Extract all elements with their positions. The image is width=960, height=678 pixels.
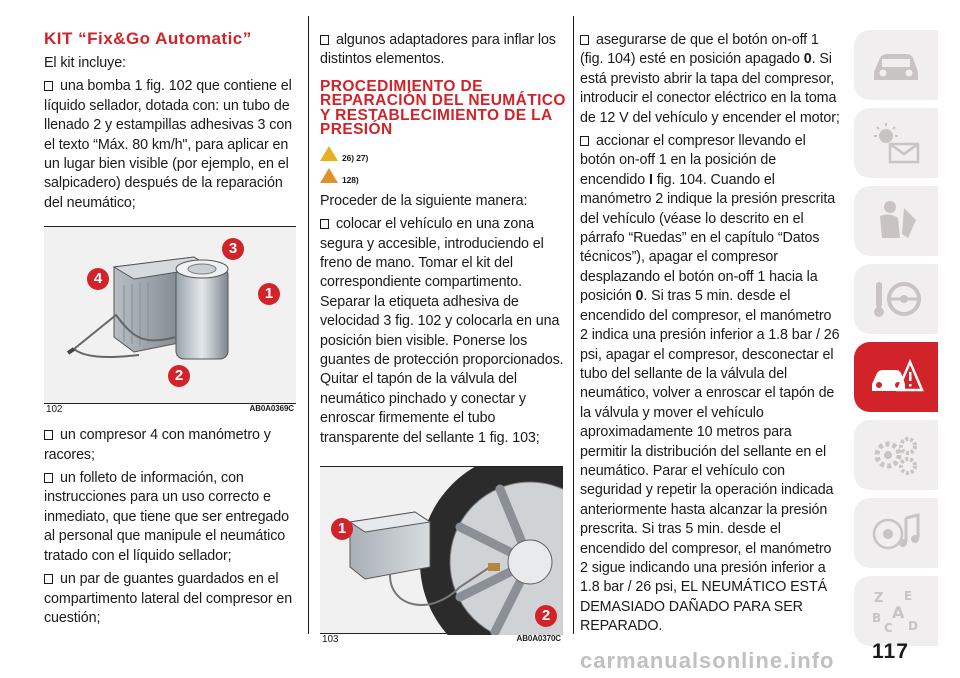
warning-reference: 26) 27) [320,146,570,166]
kit-intro: El kit incluye: [44,55,126,71]
svg-text:Z: Z [874,591,884,606]
caution-triangle-icon [320,168,338,183]
kit-title: KIT “Fix&Go Automatic” [44,29,252,48]
sidebar-item-driving[interactable] [854,264,938,334]
maintenance-gears-icon [868,432,924,478]
checkbox-bullet-icon [320,35,329,45]
svg-text:D: D [908,619,918,633]
alphabetical-index-icon [868,588,924,634]
column-1 [44,0,296,628]
svg-text:A: A [892,603,905,622]
checkbox-bullet-icon [580,136,589,146]
figure-number: 102 [46,403,63,415]
callout-2: 2 [535,605,557,627]
sidebar-item-emergency[interactable] [854,342,938,412]
sidebar-item-maintenance[interactable] [854,420,938,490]
list-item: un compresor 4 con manómetro y racores; [44,427,271,463]
figure-code: AB0A0369C [249,403,294,413]
steering-key-icon [868,276,924,322]
checkbox-bullet-icon [580,35,589,45]
column-3 [580,0,840,637]
sidebar-item-index[interactable] [854,576,938,646]
column-divider [573,16,574,634]
emergency-car-icon [868,354,924,400]
warning-triangle-icon [320,146,338,161]
figure-code: AB0A0370C [516,633,561,643]
checkbox-bullet-icon [44,473,53,483]
figure-number: 103 [322,633,339,645]
list-item: un folleto de información, con instrucciones para un uso correcto e inmediato, que tiene que ser entregado al personal que manipule el neumático tratado con el líquido sellador; [44,470,289,564]
figure-103 [320,466,563,645]
sidebar-item-multimedia[interactable] [854,498,938,568]
callout-3: 3 [222,238,244,260]
safety-seat-icon [868,198,924,244]
checkbox-bullet-icon [320,219,329,229]
watermark: carmanualsonline.info [580,648,835,673]
figure-102 [44,226,296,415]
procedure-lead: Proceder de la siguiente manera: [320,192,528,209]
page-number: 117 [872,640,909,663]
svg-text:C: C [884,621,893,634]
warning-lights-icon [868,120,924,166]
column-divider [308,16,309,634]
callout-4: 4 [87,268,109,290]
multimedia-music-icon [868,510,924,556]
list-item: algunos adaptadores para inflar los distintos elementos. [320,32,556,68]
column-2 [320,0,570,645]
list-item: un par de guantes guardados en el compartimento lateral del compresor en cuestión; [44,571,293,626]
sidebar-item-safety[interactable] [854,186,938,256]
callout-2: 2 [168,365,190,387]
list-item: una bomba 1 fig. 102 que contiene el líquido sellador, dotada con: un tubo de llenado 2 y estampillas adhesivas 3 con el texto “Máx. 80 km/h", para aplicar en un lugar bien visible (por ejemplo, en el salpicadero) después de la reparación del neumático; [44,78,293,211]
callout-1: 1 [258,283,280,305]
svg-text:B: B [872,611,882,625]
checkbox-bullet-icon [44,574,53,584]
sidebar-item-dashboard[interactable] [854,30,938,100]
checkbox-bullet-icon [44,430,53,440]
car-dashboard-icon [868,42,924,88]
callout-1: 1 [331,518,353,540]
list-item: colocar el vehículo en una zona segura y accesible, introduciendo el freno de mano. Tomar el kit del correspondiente compartimento. Separar la etiqueta adhesiva de velocidad 3 fig. 102 y colocarla en una posición bien visible. Ponerse los guantes de protección proporcionados. Quitar el tapón de la válvula del neumático pinchado y conectar y enroscar firmemente el tubo transparente del sellante 1 fig. 103; [320,216,564,446]
section-title: PROCEDIMIENTO DE REPARACIÓN DEL NEUMÁTICO Y RESTABLECIMIENTO DE LA PRESIÓN [320,77,566,139]
tyre-repair-illustration [320,467,563,635]
list-item: accionar el compresor llevando el botón on-off 1 en la posición de encendido I fig. 104. Cuando el manómetro 2 indique la presión prescrita del vehículo (véase lo descrito en el párrafo “Ruedas” en el capítulo “Datos técnicos”), apagar el compresor desplazando el botón on-off 1 hacia la posición 0. Si tras 5 min. desde el encendido del compresor, el manómetro 2 indica una presión inferior a 1.8 bar / 26 psi, apagar el compresor, desconectar el tubo del sellante de la válvula del neumático, volver a enroscar el tapón de la válvula y mover el vehículo aproximadamente 10 metros para permitir la distribución del sellante en el neumático. Parar el vehículo con seguridad y repetir la operación indicada anteriormente hasta alcanzar la presión prescrita. Si tras 5 min. desde el encendido del compresor, el manómetro 2 sigue indicando una presión inferior a 1.8 bar / 26 psi, EL NEUMÁTICO ESTÁ DEMASIADO DAÑADO PARA SER REPARADO. [580,133,840,635]
list-item: asegurarse de que el botón on-off 1 (fig. 104) esté en posición apagado 0. Si está previsto abrir la tapa del compresor, introducir el conector eléctrico en la toma de 12 V del vehículo y encender el motor; [580,32,840,126]
warning-reference: 128) [320,168,570,188]
svg-text:E: E [904,589,913,603]
sidebar-item-warning-lights[interactable] [854,108,938,178]
checkbox-bullet-icon [44,81,53,91]
